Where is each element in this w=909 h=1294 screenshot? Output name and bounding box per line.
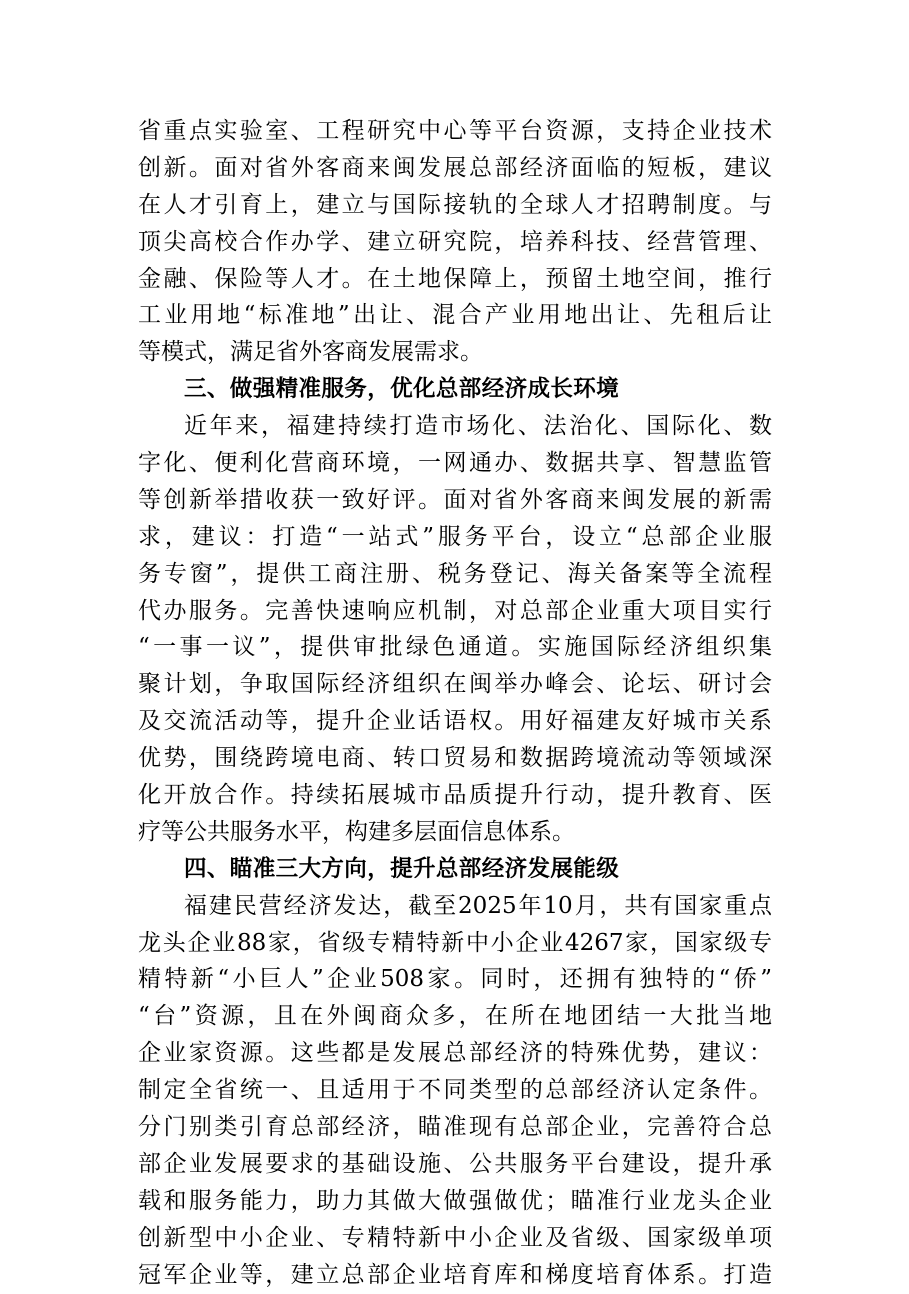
- paragraph-line: 等模式，满足省外客商发展需求。: [138, 339, 483, 366]
- document-page: [138, 113, 772, 1294]
- paragraph-line: 分门别类引育总部经济，瞄准现有总部企业，完善符合总: [138, 1114, 772, 1141]
- paragraph-line: 福建民营经济发达，截至2025年10月，共有国家重点: [184, 892, 772, 919]
- paragraph-line: 创新型中小企业、专精特新中小企业及省级、国家级单项: [138, 1224, 772, 1251]
- paragraph-line: 龙头企业88家，省级专精特新中小企业4267家，国家级专: [138, 929, 772, 956]
- paragraph-three-directions: [138, 888, 772, 1294]
- paragraph-line: 近年来，福建持续打造市场化、法治化、国际化、数: [184, 413, 772, 440]
- section-heading-three: 三、做强精准服务，优化总部经济成长环境: [184, 376, 620, 403]
- paragraph-line: 精特新“小巨人”企业508家。同时，还拥有独特的“侨”: [138, 966, 772, 993]
- paragraph-line: 求，建议：打造“一站式”服务平台，设立“总部企业服: [138, 523, 772, 550]
- paragraph-platform-resources: [138, 113, 772, 371]
- paragraph-line: 化开放合作。持续拓展城市品质提升行动，提升教育、医: [138, 782, 772, 809]
- paragraph-line: 在人才引育上，建立与国际接轨的全球人才招聘制度。与: [138, 191, 772, 218]
- paragraph-line: “一事一议”，提供审批绿色通道。实施国际经济组织集: [138, 634, 772, 661]
- paragraph-line: 疗等公共服务水平，构建多层面信息体系。: [138, 818, 575, 845]
- paragraph-line: 及交流活动等，提升企业话语权。用好福建友好城市关系: [138, 708, 772, 735]
- paragraph-line: 部企业发展要求的基础设施、公共服务平台建设，提升承: [138, 1150, 772, 1177]
- paragraph-line: 工业用地“标准地”出让、混合产业用地出让、先租后让: [138, 302, 772, 329]
- paragraph-line: 顶尖高校合作办学、建立研究院，培养科技、经营管理、: [138, 228, 772, 255]
- paragraph-line: 创新。面对省外客商来闽发展总部经济面临的短板，建议: [138, 154, 772, 181]
- paragraph-line: 制定全省统一、且适用于不同类型的总部经济认定条件。: [138, 1077, 772, 1104]
- paragraph-line: 务专窗”，提供工商注册、税务登记、海关备案等全流程: [138, 560, 772, 587]
- paragraph-line: 冠军企业等，建立总部企业培育库和梯度培育体系。打造: [138, 1261, 772, 1288]
- paragraph-line: 优势，围绕跨境电商、转口贸易和数据跨境流动等领域深: [138, 745, 772, 772]
- paragraph-line: 载和服务能力，助力其做大做强做优；瞄准行业龙头企业: [138, 1187, 772, 1214]
- paragraph-line: 金融、保险等人才。在土地保障上，预留土地空间，推行: [138, 265, 772, 292]
- paragraph-line: 聚计划，争取国际经济组织在闽举办峰会、论坛、研讨会: [138, 671, 772, 698]
- paragraph-precision-service: [138, 408, 772, 851]
- paragraph-line: 企业家资源。这些都是发展总部经济的特殊优势，建议：: [138, 1040, 772, 1067]
- section-heading-four: 四、瞄准三大方向，提升总部经济发展能级: [184, 855, 620, 882]
- paragraph-line: “台”资源，且在外闽商众多，在所在地团结一大批当地: [138, 1003, 772, 1030]
- paragraph-line: 代办服务。完善快速响应机制，对总部企业重大项目实行: [138, 597, 772, 624]
- paragraph-line: 字化、便利化营商环境，一网通办、数据共享、智慧监管: [138, 450, 772, 477]
- paragraph-line: 省重点实验室、工程研究中心等平台资源，支持企业技术: [138, 118, 772, 144]
- paragraph-line: 等创新举措收获一致好评。面对省外客商来闽发展的新需: [138, 486, 772, 513]
